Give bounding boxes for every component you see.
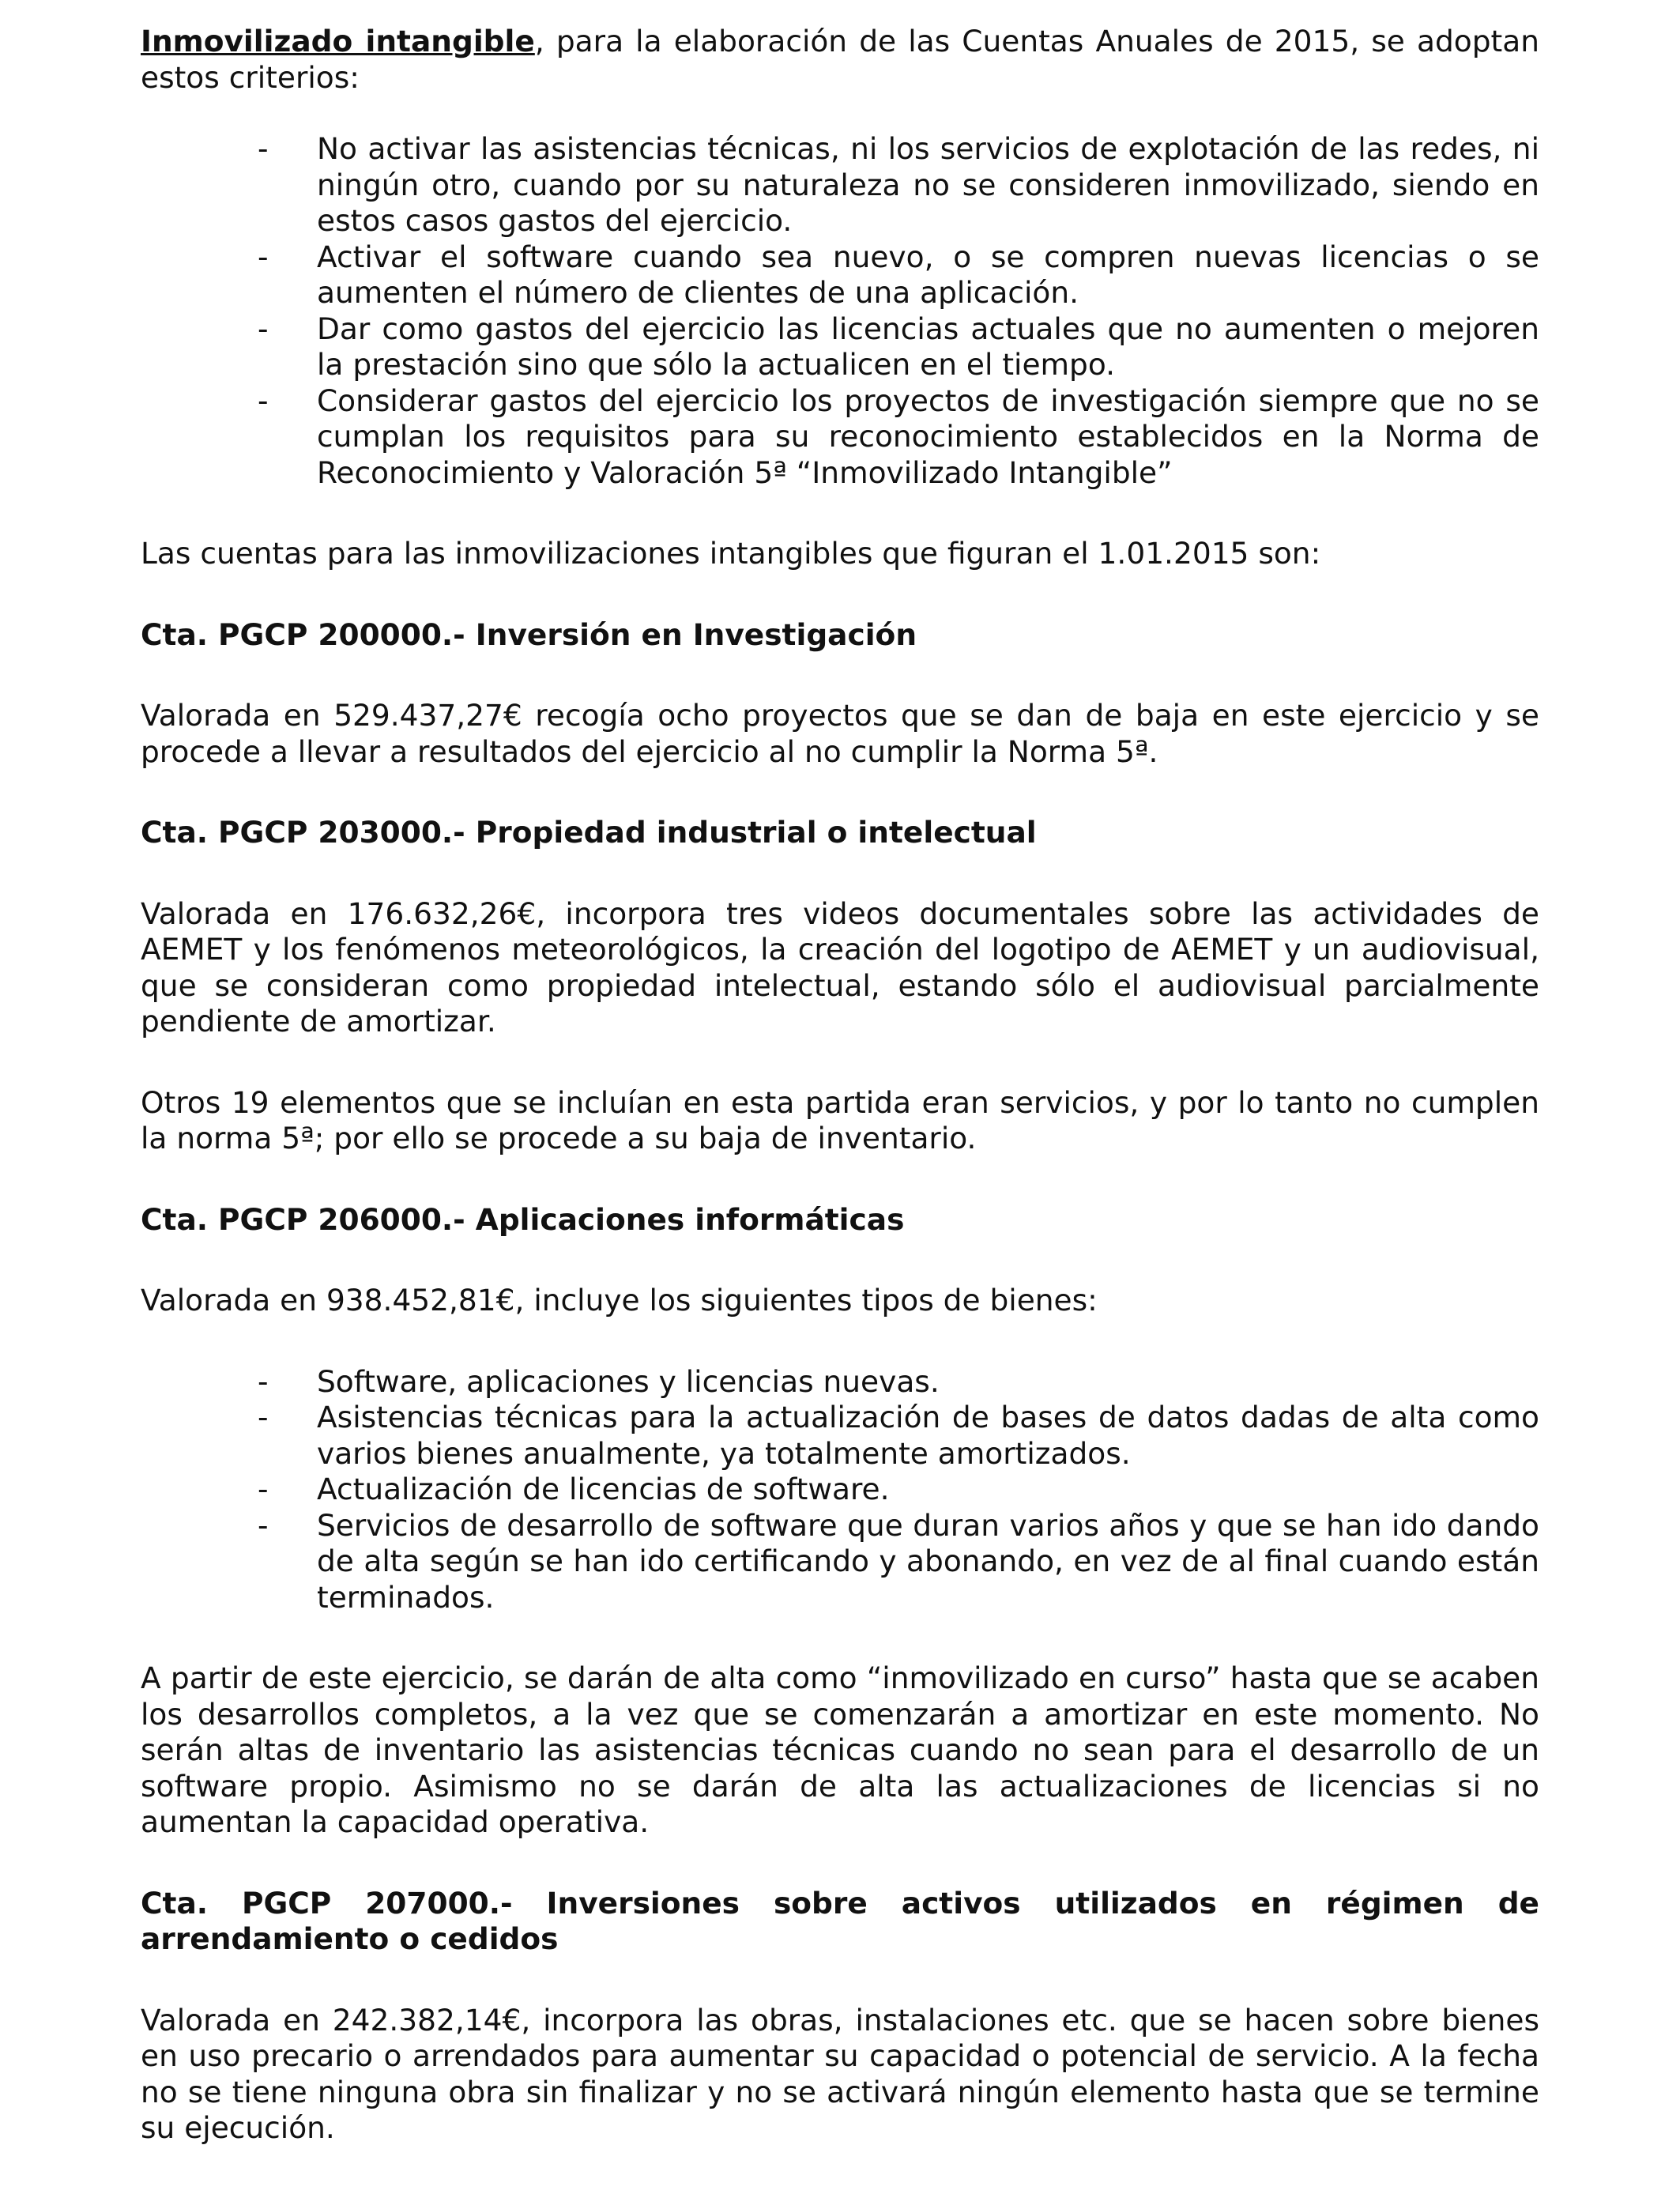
intro-paragraph bbox=[141, 24, 1539, 96]
list-item bbox=[141, 131, 1539, 239]
paragraph-200000: Valorada en 529.437,27€ recogía ocho proyectos que se dan de baja en este ejercicio y se procede a llevar a resultados del ejercicio al no cumplir la Norma 5ª. bbox=[141, 698, 1539, 769]
paragraph-206000-a: Valorada en 938.452,81€, incluye los siguientes tipos de bienes: bbox=[141, 1283, 1098, 1318]
list-item-text: Servicios de desarrollo de software que duran varios años y que se han ido dando de alta según se han ido certificando y abonando, en vez de al final cuando están terminados. bbox=[317, 1507, 1539, 1615]
document-page bbox=[141, 24, 1539, 2147]
dash-bullet: - bbox=[258, 1363, 269, 1399]
paragraph-203000-a: Valorada en 176.632,26€, incorpora tres videos documentales sobre las actividades de AEMET y los fenómenos meteorológicos, la creación del logotipo de AEMET y un audiovisual, que se consideran como propiedad intelectual, estando sólo el audiovisual parcialmente pendiente de amortizar. bbox=[141, 895, 1539, 1039]
criteria-list bbox=[141, 131, 1539, 491]
dash-bullet: - bbox=[258, 1400, 269, 1434]
dash-bullet: - bbox=[258, 1507, 269, 1543]
paragraph-206000-b: A partir de este ejercicio, se darán de alta como “inmovilizado en curso” hasta que se acaben los desarrollos completos, a la vez que se comenzarán a amortizar en este momento. No serán altas de inventario las asistencias técnicas cuando no sean para el desarrollo de un software propio. Asimismo no se darán de alta las actualizaciones de licencias si no aumentan la capacidad operativa. bbox=[141, 1661, 1539, 1839]
list-item-text: Activar el software cuando sea nuevo, o se compren nuevas licencias o se aumenten el número de clientes de una aplicación. bbox=[317, 239, 1539, 310]
section-title: Inmovilizado intangible bbox=[141, 24, 535, 58]
paragraph-207000: Valorada en 242.382,14€, incorpora las obras, instalaciones etc. que se hacen sobre bienes en uso precario o arrendados para aumentar su capacidad o potencial de servicio. A la fecha no se tiene ninguna obra sin finalizar y no se activará ningún elemento hasta que se termine su ejecución. bbox=[141, 2002, 1539, 2145]
heading-206000: Cta. PGCP 206000.- Aplicaciones informáticas bbox=[141, 1201, 905, 1237]
list-item bbox=[141, 1472, 1539, 1508]
list-item bbox=[141, 383, 1539, 492]
list-item-text: Dar como gastos del ejercicio las licencias actuales que no aumenten o mejoren la prestación sino que sólo la actualicen en el tiempo. bbox=[317, 311, 1539, 382]
list-item bbox=[141, 311, 1539, 383]
list-item-text: Asistencias técnicas para la actualización de bases de datos dadas de alta como varios bienes anualmente, ya totalmente amortizados. bbox=[317, 1400, 1539, 1471]
heading-200000: Cta. PGCP 200000.- Inversión en Investigación bbox=[141, 616, 917, 652]
asset-types-list bbox=[141, 1364, 1539, 1616]
list-item bbox=[141, 239, 1539, 311]
dash-bullet: - bbox=[258, 311, 269, 346]
dash-bullet: - bbox=[258, 383, 269, 418]
dash-bullet: - bbox=[258, 1472, 269, 1506]
list-item-text: No activar las asistencias técnicas, ni los servicios de explotación de las redes, ni ningún otro, cuando por su naturaleza no se consideren inmovilizado, siendo en estos casos gastos del ejercicio. bbox=[317, 131, 1539, 238]
list-item-text: Actualización de licencias de software. bbox=[317, 1472, 890, 1506]
list-item bbox=[141, 1400, 1539, 1472]
list-item-text: Considerar gastos del ejercicio los proyectos de investigación siempre que no se cumplan los requisitos para su reconocimiento establecidos en la Norma de Reconocimiento y Valoración 5ª “Inmovilizado Intangible” bbox=[317, 383, 1539, 490]
heading-203000: Cta. PGCP 203000.- Propiedad industrial o intelectual bbox=[141, 815, 1037, 850]
list-item bbox=[141, 1364, 1539, 1400]
dash-bullet: - bbox=[258, 131, 269, 166]
list-item-text: Software, aplicaciones y licencias nuevas. bbox=[317, 1363, 940, 1399]
dash-bullet: - bbox=[258, 239, 269, 274]
heading-207000: Cta. PGCP 207000.- Inversiones sobre activos utilizados en régimen de arrendamiento o cedidos bbox=[141, 1885, 1539, 1956]
paragraph-203000-b: Otros 19 elementos que se incluían en esta partida eran servicios, y por lo tanto no cumplen la norma 5ª; por ello se procede a su baja de inventario. bbox=[141, 1084, 1539, 1155]
intro-text: , para la elaboración de las Cuentas Anuales de 2015, se adoptan estos criterios: bbox=[141, 24, 1539, 95]
accounts-intro: Las cuentas para las inmovilizaciones intangibles que figuran el 1.01.2015 son: bbox=[141, 536, 1321, 571]
list-item bbox=[141, 1508, 1539, 1616]
